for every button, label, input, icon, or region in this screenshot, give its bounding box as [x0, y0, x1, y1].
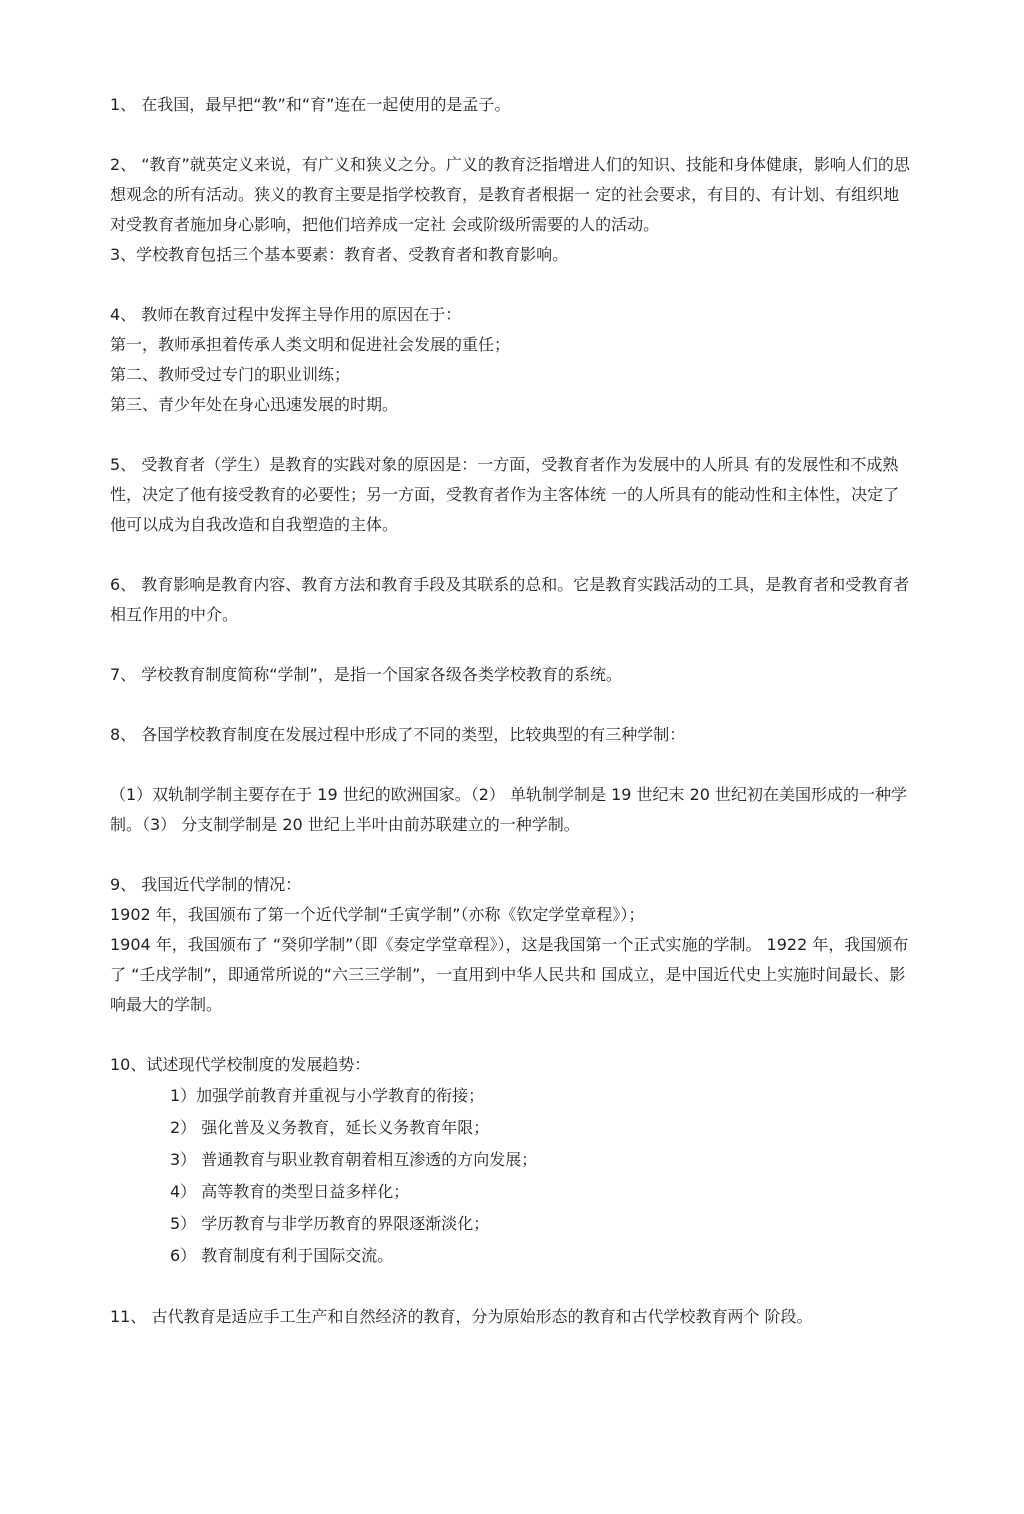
paragraph-9-line: 1902 年，我国颁布了第一个近代学制“壬寅学制”（亦称《钦定学堂章程》）； — [110, 905, 645, 924]
paragraph-6: 6、 教育影响是教育内容、教育方法和教育手段及其联系的总和。它是教育实践活动的工具，是教育者和受教育者相互作用的中介。 — [110, 575, 910, 624]
paragraph-9-line: 1904 年，我国颁布了 “癸卯学制”（即《奏定学堂章程》），这是我国第一个正式实施的学制。 1922 年，我国颁布了 “壬戌学制”，即通常所说的“六三三学制”，一直用到中华人民共和 国成立，是中国近代史上实施时间最长、影响最大的学制。 — [110, 935, 909, 1014]
paragraph-5: 5、 受教育者（学生）是教育的实践对象的原因是：一方面，受教育者作为发展中的人所具 有的发展性和不成熟性，决定了他有接受教育的必要性；另一方面，受教育者作为主客体统 一的人所具有的能动性和主体性，决定了他可以成为自我改造和自我塑造的主体。 — [110, 455, 900, 534]
paragraph-11: 11、 古代教育是适应手工生产和自然经济的教育，分为原始形态的教育和古代学校教育两个 阶段。 — [110, 1307, 813, 1326]
paragraph-4 — [110, 300, 910, 420]
paragraph-4-item: 第二、教师受过专门的职业训练； — [110, 365, 351, 384]
trend-item: 1）加强学前教育并重视与小学教育的衔接； — [170, 1086, 485, 1105]
paragraph-3: 3、学校教育包括三个基本要素：教育者、受教育者和教育影响。 — [110, 245, 569, 264]
paragraph-8: 8、 各国学校教育制度在发展过程中形成了不同的类型，比较典型的有三种学制： — [110, 725, 686, 744]
trend-item: 4） 高等教育的类型日益多样化； — [170, 1182, 410, 1201]
paragraph-10 — [110, 1050, 910, 1272]
paragraph-7: 7、 学校教育制度简称“学制”，是指一个国家各级各类学校教育的系统。 — [110, 665, 622, 684]
trend-item: 5） 学历教育与非学历教育的界限逐渐淡化； — [170, 1214, 490, 1233]
trend-list — [170, 1080, 910, 1272]
trend-item: 6） 教育制度有利于国际交流。 — [170, 1246, 394, 1265]
paragraph-9-title: 9、 我国近代学制的情况： — [110, 875, 302, 894]
trend-item: 2） 强化普及义务教育，延长义务教育年限； — [170, 1118, 490, 1137]
trend-item: 3） 普通教育与职业教育朝着相互渗透的方向发展； — [170, 1150, 538, 1169]
paragraph-9 — [110, 870, 910, 1020]
paragraph-4-item: 第三、青少年处在身心迅速发展的时期。 — [110, 395, 399, 414]
paragraph-1: 1、 在我国，最早把“教”和“育”连在一起使用的是孟子。 — [110, 95, 511, 114]
paragraph-4-title: 4、 教师在教育过程中发挥主导作用的原因在于： — [110, 305, 462, 324]
document-content — [110, 90, 910, 1332]
paragraph-4-item: 第一，教师承担着传承人类文明和促进社会发展的重任； — [110, 335, 511, 354]
paragraph-2: 2、 “教育”就英定义来说，有广义和狭义之分。广义的教育泛指增进人们的知识、技能和身体健康，影响人们的思想观念的所有活动。狭义的教育主要是指学校教育，是教育者根据一 定的社会要求，有目的、有计划、有组织地对受教育者施加身心影响，把他们培养成一定社 会或阶级所需要的人的活动。 — [110, 155, 910, 234]
paragraph-10-title: 10、试述现代学校制度的发展趋势： — [110, 1055, 371, 1074]
paragraph-8-detail: （1）双轨制学制主要存在于 19 世纪的欧洲国家。（2） 单轨制学制是 19 世纪末 20 世纪初在美国形成的一种学制。（3） 分支制学制是 20 世纪上半叶由前苏联建立的一种学制。 — [110, 785, 908, 834]
